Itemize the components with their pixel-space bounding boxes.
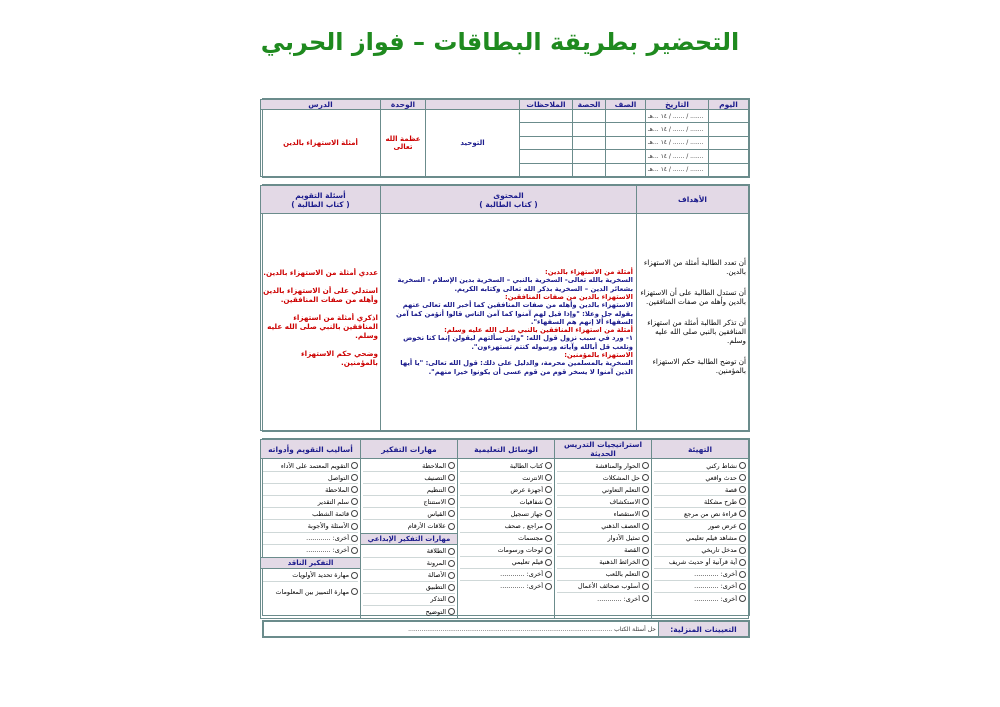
radio-icon	[739, 535, 746, 542]
radio-icon	[351, 510, 358, 517]
assessment-list: عددي أمثلة من الاستهزاء بالدين. استدلي على أن الاستهزاء بالدين وأهله من صفات المنافقين. اذكري أمثلة من استهزاء المنافقين بالنبي صلى الله عليه وسلم. وضحي حكم الاستهزاء بالمؤمنين.	[261, 214, 381, 431]
list-item[interactable]: أخرى: ............	[460, 569, 552, 581]
content-header: المحتوى ( كتاب الطالبة )	[381, 186, 637, 214]
radio-icon	[642, 571, 649, 578]
radio-icon	[739, 595, 746, 602]
date-cell: ....... / ...... / ١٤ ...هـ	[646, 136, 709, 149]
c2-list	[555, 459, 652, 619]
main-table	[262, 184, 750, 432]
header-blank	[426, 100, 520, 110]
radio-icon	[351, 588, 358, 595]
list-item[interactable]: مشاهد فيلم تعليمي	[654, 533, 746, 545]
header-day: اليوم	[709, 100, 749, 110]
critical-thinking-header: التفكير الناقد	[261, 557, 360, 569]
list-item[interactable]: الاستقصاء	[557, 508, 649, 520]
radio-icon	[448, 548, 455, 555]
list-item[interactable]: شفافيات	[460, 496, 552, 508]
radio-icon	[545, 510, 552, 517]
list-item[interactable]: الأصالة	[363, 570, 455, 582]
header-lesson: الدرس	[261, 100, 381, 110]
radio-icon	[351, 486, 358, 493]
homework-value[interactable]: حل أسئلة الكتاب ...........................................................................................................	[264, 622, 659, 637]
list-item[interactable]: لوحات ورسومات	[460, 545, 552, 557]
lesson-card	[262, 92, 752, 644]
list-item[interactable]: نشاط ركني	[654, 460, 746, 472]
list-item[interactable]: عرض صور	[654, 520, 746, 532]
c4-list	[361, 459, 458, 619]
list-item[interactable]: الحوار والمناقشة	[557, 460, 649, 472]
list-item[interactable]: الخرائط الذهنية	[557, 557, 649, 569]
list-item[interactable]: كتاب الطالبة	[460, 460, 552, 472]
list-item[interactable]: التطبيق	[363, 582, 455, 594]
radio-icon	[351, 572, 358, 579]
list-item[interactable]: أخرى: ............	[654, 593, 746, 604]
list-item[interactable]: علاقات الأرقام	[363, 520, 455, 531]
c4-header: مهارات التفكير	[361, 440, 458, 459]
homework-label: التعيينات المنزلية:	[659, 622, 749, 637]
list-item[interactable]: حدث واقعي	[654, 472, 746, 484]
list-item[interactable]: أخرى: ............	[263, 533, 358, 545]
list-item[interactable]: الطلاقة	[363, 546, 455, 558]
radio-icon	[545, 583, 552, 590]
creative-thinking-header: مهارات التفكير الإبداعي	[361, 533, 457, 545]
radio-icon	[448, 572, 455, 579]
list-item[interactable]: الاستكشاف	[557, 496, 649, 508]
list-item[interactable]: التذكر	[363, 594, 455, 606]
c2-header: استراتيجيات التدريس الحديثة	[555, 440, 652, 459]
radio-icon	[642, 474, 649, 481]
radio-icon	[448, 462, 455, 469]
header-notes: الملاحظات	[520, 100, 573, 110]
radio-icon	[448, 474, 455, 481]
radio-icon	[448, 608, 455, 615]
radio-icon	[351, 474, 358, 481]
radio-icon	[642, 595, 649, 602]
content-body: أمثلة من الاستهزاء بالدين: السخرية بالله تعالى- السخرية بالنبي – السخرية بدين الإسلام - السخرية بشعائر الدين – السخرية بذكر الله تعالى وكتابه الكريم. الاستهزاء بالدين من صفات المنافقين: الاستهزاء بالدين وأهله من صفات المنافقين كما أخبر الله تعالى عنهم بقوله جل وعلا: "وإذا قيل لهم آمنوا كما آمن الناس قالوا أنؤمن كما آمن السفهاء ألا إنهم هم السفهاء". أمثلة من استهزاء المنافقين بالنبي صلى الله عليه وسلم: ١- ورد في سبب نزول قول الله: "ولئن سألتهم ليقولن إنما كنا نخوض ونلعب قل أبالله وآياته ورسوله كنتم تستهزءون". الاستهزاء بالمؤمنين: السخرية بالمسلمين محرمة، والدليل على ذلك: قول الله تعالى: "يا أيها الذين آمنوا لا يسخر قوم من قوم عسى أن يكونوا خيرا منهم".	[381, 214, 637, 431]
list-item[interactable]: جهاز تسجيل	[460, 508, 552, 520]
header-unit: الوحدة	[381, 100, 426, 110]
radio-icon	[642, 462, 649, 469]
c1-header: التهيئة	[652, 440, 749, 459]
lesson-cell: أمثلة الاستهزاء بالدين	[261, 110, 381, 177]
radio-icon	[351, 498, 358, 505]
list-item[interactable]: مهارة تحديد الأولويات	[263, 570, 358, 582]
list-item[interactable]: المرونة	[363, 558, 455, 570]
radio-icon	[545, 486, 552, 493]
radio-icon	[545, 547, 552, 554]
radio-icon	[739, 523, 746, 530]
date-cell: ....... / ...... / ١٤ ...هـ	[646, 163, 709, 176]
homework-table	[262, 620, 750, 638]
list-item[interactable]: سلم التقدير	[263, 496, 358, 508]
list-item[interactable]: أخرى: ............	[460, 581, 552, 592]
c1-list	[652, 459, 749, 619]
radio-icon	[448, 596, 455, 603]
unit-cell: عظمة الله تعالى	[381, 110, 426, 177]
list-item[interactable]: تمثيل الأدوار	[557, 533, 649, 545]
list-item[interactable]: قراءة نص من مرجع	[654, 508, 746, 520]
radio-icon	[448, 486, 455, 493]
radio-icon	[545, 523, 552, 530]
list-item[interactable]: القصة	[557, 545, 649, 557]
assessment-header: أسئلة التقويم ( كتاب الطالبة )	[261, 186, 381, 214]
radio-icon	[642, 559, 649, 566]
subject-cell: التوحيد	[426, 110, 520, 177]
header-date: التاريخ	[646, 100, 709, 110]
list-item[interactable]: قصة	[654, 484, 746, 496]
radio-icon	[739, 559, 746, 566]
list-item[interactable]: الملاحظة	[263, 484, 358, 496]
date-cell: ....... / ...... / ١٤ ...هـ	[646, 150, 709, 163]
radio-icon	[642, 535, 649, 542]
header-period: الحصة	[573, 100, 606, 110]
c3-header: الوسائل التعليمية	[458, 440, 555, 459]
list-item[interactable]: التقويم المعتمد على الأداء	[263, 460, 358, 472]
radio-icon	[545, 474, 552, 481]
date-cell: ....... / ...... / ١٤ ...هـ	[646, 123, 709, 136]
radio-icon	[739, 486, 746, 493]
radio-icon	[448, 510, 455, 517]
radio-icon	[545, 462, 552, 469]
radio-icon	[642, 510, 649, 517]
radio-icon	[739, 510, 746, 517]
radio-icon	[351, 547, 358, 554]
c5-list	[261, 459, 361, 619]
list-item[interactable]: مجسمات	[460, 533, 552, 545]
list-item[interactable]: أجهزة عرض	[460, 484, 552, 496]
list-item[interactable]: العصف الذهني	[557, 520, 649, 532]
radio-icon	[545, 559, 552, 566]
list-item[interactable]: التنظيم	[363, 484, 455, 496]
list-item[interactable]: الانترنت	[460, 472, 552, 484]
radio-icon	[351, 535, 358, 542]
c3-list	[458, 459, 555, 619]
list-item[interactable]: التواصل	[263, 472, 358, 484]
radio-icon	[739, 547, 746, 554]
list-item[interactable]: أخرى: ............	[654, 569, 746, 581]
header-grade: الصف	[606, 100, 646, 110]
list-item[interactable]: مهارة التمييز بين المعلومات	[263, 582, 358, 602]
radio-icon	[351, 462, 358, 469]
date-cell: ....... / ...... / ١٤ ...هـ	[646, 110, 709, 123]
list-item[interactable]: الاستنتاج	[363, 496, 455, 508]
list-item[interactable]: فيلم تعليمي	[460, 557, 552, 569]
radio-icon	[642, 523, 649, 530]
radio-icon	[545, 571, 552, 578]
list-item[interactable]: التصنيف	[363, 472, 455, 484]
header-table	[262, 98, 750, 178]
checklist-table	[262, 438, 750, 616]
radio-icon	[448, 560, 455, 567]
objectives-list: أن تعدد الطالبة أمثلة من الاستهزاء بالدين. أن تستدل الطالبة على أن الاستهزاء بالدين وأهله من صفات المنافقين. أن تذكر الطالبة أمثلة من استهزاء المنافقين بالنبي صلى الله عليه وسلم. أن توضح الطالبة حكم الاستهزاء بالمؤمنين.	[637, 214, 749, 431]
list-item[interactable]: الملاحظة	[363, 460, 455, 472]
radio-icon	[739, 498, 746, 505]
list-item[interactable]: أخرى: ............	[263, 545, 358, 556]
radio-icon	[739, 583, 746, 590]
list-item[interactable]: أخرى: ............	[654, 581, 746, 593]
list-item[interactable]: التوضيح	[363, 606, 455, 617]
list-item[interactable]: حل المشكلات	[557, 472, 649, 484]
objectives-header: الأهداف	[637, 186, 749, 214]
list-item[interactable]: القياس	[363, 508, 455, 520]
c5-header: أساليب التقويم وأدواته	[261, 440, 361, 459]
page-title: التحضير بطريقة البطاقات – فواز الحربي	[260, 28, 740, 56]
list-item[interactable]: مدخل تاريخي	[654, 545, 746, 557]
radio-icon	[642, 547, 649, 554]
radio-icon	[739, 474, 746, 481]
list-item[interactable]: آية قرآنية أو حديث شريف	[654, 557, 746, 569]
radio-icon	[448, 523, 455, 530]
radio-icon	[739, 462, 746, 469]
radio-icon	[642, 498, 649, 505]
list-item[interactable]: التعلم التعاوني	[557, 484, 649, 496]
list-item[interactable]: أسلوب صحائف الأعمال	[557, 581, 649, 593]
list-item[interactable]: مراجع , صحف	[460, 520, 552, 532]
list-item[interactable]: أخرى: ............	[557, 593, 649, 604]
radio-icon	[642, 486, 649, 493]
radio-icon	[448, 498, 455, 505]
radio-icon	[351, 523, 358, 530]
radio-icon	[739, 571, 746, 578]
radio-icon	[642, 583, 649, 590]
list-item[interactable]: قائمة الشطب	[263, 508, 358, 520]
radio-icon	[545, 498, 552, 505]
radio-icon	[448, 584, 455, 591]
list-item[interactable]: التعلم باللعب	[557, 569, 649, 581]
list-item[interactable]: الأسئلة والأجوبة	[263, 520, 358, 532]
radio-icon	[545, 535, 552, 542]
list-item[interactable]: طرح مشكلة	[654, 496, 746, 508]
